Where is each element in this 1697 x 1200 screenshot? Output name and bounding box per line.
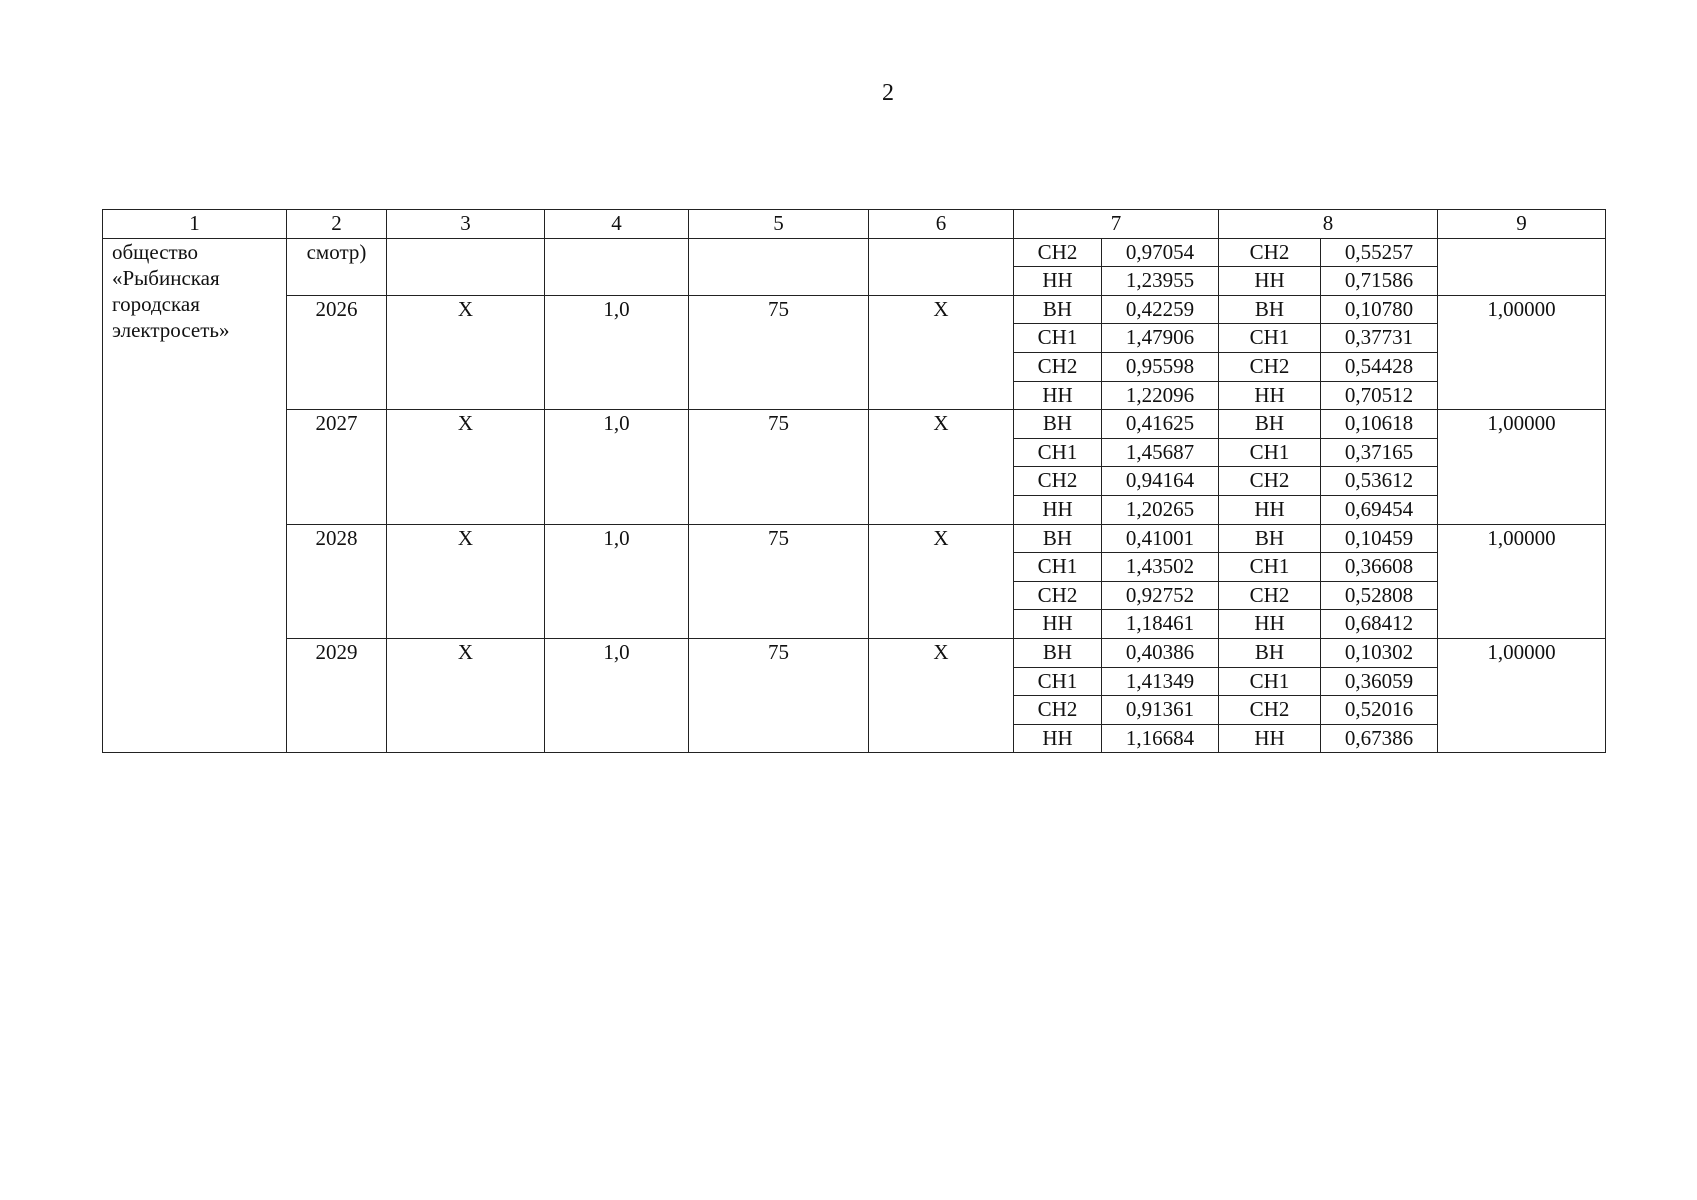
year-cell: 2028 [287,524,387,638]
voltage-level-cell: НН [1219,381,1321,410]
voltage-level-cell: НН [1014,267,1102,296]
organization-line: общество [112,239,198,264]
value-cell: 0,36059 [1321,667,1438,696]
value-cell: 0,36608 [1321,553,1438,582]
value-cell: 1,18461 [1102,610,1219,639]
voltage-level-cell: НН [1219,724,1321,753]
table-row [103,524,1606,553]
column-6-cell: Х [869,410,1014,524]
voltage-level-cell: ВН [1219,638,1321,667]
voltage-level-cell: СН2 [1219,352,1321,381]
column-4-cell: 1,0 [545,524,689,638]
value-cell: 0,71586 [1321,267,1438,296]
header-cell-8: 8 [1219,210,1438,239]
voltage-level-cell: ВН [1014,524,1102,553]
column-6-cell: Х [869,295,1014,409]
value-cell: 0,91361 [1102,696,1219,725]
header-cell-9: 9 [1438,210,1606,239]
voltage-level-cell: НН [1219,610,1321,639]
column-6-cell: Х [869,638,1014,752]
value-cell: 0,92752 [1102,581,1219,610]
voltage-level-cell: НН [1219,495,1321,524]
header-cell-1: 1 [103,210,287,239]
empty-cell [1438,238,1606,295]
voltage-level-cell: СН1 [1014,667,1102,696]
value-cell: 0,41625 [1102,410,1219,439]
value-cell: 0,41001 [1102,524,1219,553]
voltage-level-cell: СН1 [1219,553,1321,582]
voltage-level-cell: СН1 [1014,553,1102,582]
column-4-cell: 1,0 [545,410,689,524]
column-5-cell: 75 [689,524,869,638]
value-cell: 0,97054 [1102,238,1219,267]
value-cell: 0,10618 [1321,410,1438,439]
value-cell: 0,95598 [1102,352,1219,381]
value-cell: 1,20265 [1102,495,1219,524]
organization-cell [103,238,287,753]
column-9-cell: 1,00000 [1438,410,1606,524]
organization-line: «Рыбинская [112,265,220,290]
value-cell: 0,37731 [1321,324,1438,353]
header-row [103,210,1606,239]
value-cell: 1,43502 [1102,553,1219,582]
column-5-cell: 75 [689,295,869,409]
value-cell: 1,45687 [1102,438,1219,467]
value-cell: 0,94164 [1102,467,1219,496]
voltage-level-cell: СН1 [1219,324,1321,353]
column-9-cell: 1,00000 [1438,295,1606,409]
column-4-cell: 1,0 [545,638,689,752]
voltage-level-cell: СН1 [1014,324,1102,353]
table-row [103,238,1606,267]
value-cell: 0,55257 [1321,238,1438,267]
empty-cell [869,238,1014,295]
table-row [103,638,1606,667]
voltage-level-cell: СН1 [1219,667,1321,696]
continued-cell: смотр) [287,238,387,295]
value-cell: 0,40386 [1102,638,1219,667]
empty-cell [545,238,689,295]
voltage-level-cell: СН2 [1219,696,1321,725]
voltage-level-cell: СН2 [1014,352,1102,381]
voltage-level-cell: СН2 [1014,467,1102,496]
voltage-level-cell: НН [1014,610,1102,639]
voltage-level-cell: ВН [1219,410,1321,439]
value-cell: 1,23955 [1102,267,1219,296]
value-cell: 0,53612 [1321,467,1438,496]
voltage-level-cell: СН1 [1219,438,1321,467]
value-cell: 1,16684 [1102,724,1219,753]
voltage-level-cell: СН2 [1014,581,1102,610]
voltage-level-cell: ВН [1014,410,1102,439]
voltage-level-cell: СН1 [1014,438,1102,467]
voltage-level-cell: НН [1014,495,1102,524]
voltage-level-cell: СН2 [1219,238,1321,267]
value-cell: 0,52808 [1321,581,1438,610]
column-4-cell: 1,0 [545,295,689,409]
year-cell: 2026 [287,295,387,409]
voltage-level-cell: НН [1014,381,1102,410]
table-row [103,295,1606,324]
organization-line: городская [112,291,200,316]
table-body [103,210,1606,753]
value-cell: 0,68412 [1321,610,1438,639]
value-cell: 1,41349 [1102,667,1219,696]
value-cell: 0,70512 [1321,381,1438,410]
voltage-level-cell: ВН [1219,524,1321,553]
header-cell-3: 3 [387,210,545,239]
value-cell: 0,10780 [1321,295,1438,324]
value-cell: 1,22096 [1102,381,1219,410]
header-cell-7: 7 [1014,210,1219,239]
voltage-level-cell: СН2 [1014,696,1102,725]
value-cell: 0,10302 [1321,638,1438,667]
column-6-cell: Х [869,524,1014,638]
value-cell: 0,52016 [1321,696,1438,725]
value-cell: 0,67386 [1321,724,1438,753]
organization-line: электросеть» [112,317,230,342]
empty-cell [387,238,545,295]
voltage-level-cell: НН [1219,267,1321,296]
value-cell: 0,10459 [1321,524,1438,553]
year-cell: 2029 [287,638,387,752]
header-cell-6: 6 [869,210,1014,239]
voltage-level-cell: ВН [1014,638,1102,667]
column-3-cell: Х [387,524,545,638]
voltage-level-cell: СН2 [1014,238,1102,267]
value-cell: 0,42259 [1102,295,1219,324]
empty-cell [689,238,869,295]
value-cell: 0,54428 [1321,352,1438,381]
voltage-level-cell: СН2 [1219,581,1321,610]
value-cell: 0,37165 [1321,438,1438,467]
column-5-cell: 75 [689,410,869,524]
header-cell-5: 5 [689,210,869,239]
column-9-cell: 1,00000 [1438,524,1606,638]
page-number: 2 [882,80,894,106]
value-cell: 1,47906 [1102,324,1219,353]
header-cell-2: 2 [287,210,387,239]
voltage-level-cell: СН2 [1219,467,1321,496]
tariff-table [102,209,1606,753]
year-cell: 2027 [287,410,387,524]
column-3-cell: Х [387,295,545,409]
value-cell: 0,69454 [1321,495,1438,524]
table-row [103,410,1606,439]
column-9-cell: 1,00000 [1438,638,1606,752]
column-3-cell: Х [387,638,545,752]
voltage-level-cell: НН [1014,724,1102,753]
column-5-cell: 75 [689,638,869,752]
voltage-level-cell: ВН [1014,295,1102,324]
column-3-cell: Х [387,410,545,524]
header-cell-4: 4 [545,210,689,239]
voltage-level-cell: ВН [1219,295,1321,324]
